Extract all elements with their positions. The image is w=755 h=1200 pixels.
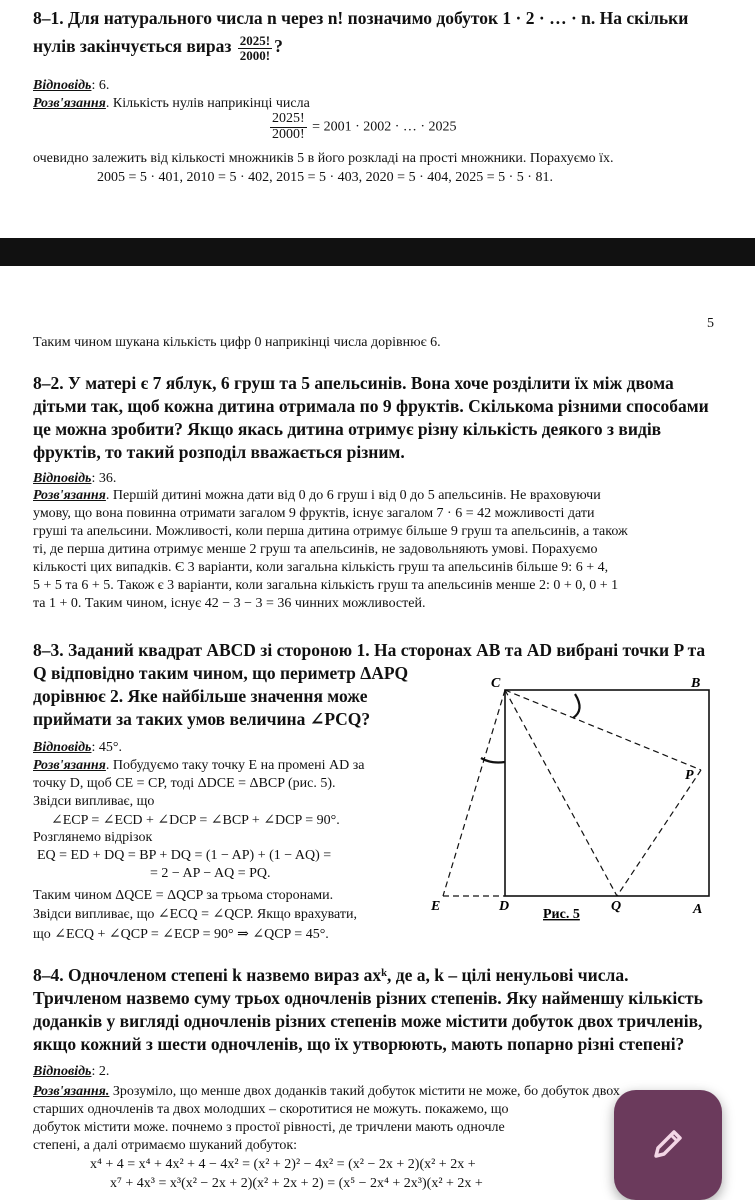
equation-fraction: [270, 112, 307, 142]
figure-caption: Рис. 5: [543, 907, 580, 922]
label-e: E: [431, 899, 441, 914]
problem-1-title: 8–1. Для натурального числа n через n! позначимо добуток 1 · 2 · … · n. На скільки: [33, 8, 689, 28]
solution-4-equation2: x⁷ + 4x³ = x³(x² − 2x + 2)(x² + 2x + 2) = (x⁵ − 2x⁴ + 2x³)(x² + 2x +: [110, 1176, 483, 1191]
solution-4-line3: добуток містити може. почнемо з простої рівності, де тричлени мають одночле: [33, 1120, 505, 1135]
question-mark: ?: [274, 36, 283, 57]
solution-label: Розв'язання: [33, 96, 106, 111]
solution-2-line4: ті, де перша дитина отримує менше 2 груш та апельсинів, не задовольняють умові. Порахуємо: [33, 542, 598, 557]
solution-3-line8: Таким чином ΔQCE = ΔQCP за трьома сторонами.: [33, 888, 334, 903]
label-c: C: [491, 676, 501, 691]
solution-label: Розв'язання: [33, 488, 106, 503]
solution-3-line2: точку D, щоб CE = CP, тоді ΔDCE = ΔBCP (рис. 5).: [33, 776, 336, 791]
solution-3-line5: Розглянемо відрізок: [33, 830, 153, 845]
edit-button[interactable]: [614, 1090, 722, 1200]
angle-mark-bcp: [573, 694, 580, 718]
equation-1: [268, 112, 457, 142]
label-a: A: [693, 902, 703, 917]
problem-3-line4: приймати за таких умов величина ∠PCQ?: [33, 709, 371, 729]
fraction-denominator: 2000!: [239, 47, 271, 63]
angle-mark-ecd: [481, 758, 505, 763]
solution-3-line3: Звідси випливає, що: [33, 794, 155, 809]
solution-3-line4: ∠ECP = ∠ECD + ∠DCP = ∠BCP + ∠DCP = 90°.: [51, 813, 340, 828]
problem-2-line1: 8–2. У матері є 7 яблук, 6 груш та 5 апельсинів. Вона хоче розділити їх між двома: [33, 373, 674, 393]
problem-3-line1: 8–3. Заданий квадрат ABCD зі стороною 1. На сторонах AB та AD вибрані точки P та: [33, 640, 706, 660]
segment-ce: [443, 690, 505, 896]
solution-4-line2: старших одночленів та двох молодших – скоротитися не можуть. покажемо, що: [33, 1102, 509, 1117]
figure-square-diagram: [425, 670, 725, 930]
solution-1-conclusion: Таким чином шукана кількість цифр 0 наприкінці числа дорівнює 6.: [33, 335, 441, 350]
problem-2-line4: фруктів, то такий розподіл вважається різним.: [33, 442, 405, 462]
answer-1: [33, 78, 109, 94]
answer-value: : 2.: [91, 1064, 110, 1079]
solution-text: . Кількість нулів наприкінці числа: [105, 96, 310, 111]
pencil-icon: [648, 1124, 688, 1164]
answer-label: Відповідь: [33, 471, 92, 486]
problem-1-title-text: нулів закінчується вираз: [33, 36, 232, 57]
solution-2-line6: 5 + 5 та 6 + 5. Також є 3 варіанти, коли загальна кількість груш та апельсинів менше 2: 0 + 0, 0 + 1: [33, 578, 619, 593]
solution-2-line7: та 1 + 0. Таким чином, існує 42 − 3 − 3 = 36 чинних можливостей.: [33, 596, 426, 611]
answer-2: [33, 471, 116, 487]
segment-pq: [617, 770, 701, 896]
solution-4-equation1: x⁴ + 4 = x⁴ + 4x² + 4 − 4x² = (x² + 2)² − 4x² = (x² − 2x + 2)(x² + 2x +: [90, 1157, 476, 1172]
label-p: P: [685, 768, 694, 783]
solution-3-line6: EQ = ED + DQ = BP + DQ = (1 − AP) + (1 − AQ) =: [37, 848, 332, 863]
solution-text: . Першій дитині можна дати від 0 до 6 груш і від 0 до 5 апельсинів. Не враховуючи: [105, 488, 601, 503]
segment-cq: [505, 690, 617, 896]
answer-4: [33, 1064, 109, 1080]
equation-denominator: 2000!: [272, 126, 305, 142]
solution-2-line5: кількості цих випадків. Є 3 варіанти, коли загальна кількість груш та апельсинів більше 9: 6 + 4,: [33, 560, 609, 575]
label-d: D: [499, 899, 510, 914]
problem-3-line3: дорівнює 2. Яке найбільше значення може: [33, 686, 368, 706]
solution-label: Розв'язання: [33, 758, 106, 773]
solution-text: . Побудуємо таку точку E на промені AD за: [105, 758, 365, 773]
problem-4-line3: доданків у вигляді одночленів різних степенів може містити добуток двох тричленів,: [33, 1011, 703, 1031]
fraction-numerator: 2025!: [239, 33, 271, 48]
square-abcd: [505, 690, 709, 896]
problem-1-title-line2: [33, 34, 283, 62]
page-top: [0, 0, 755, 238]
solution-1-line3: очевидно залежить від кількості множників 5 в його розкладі на прості множники. Порахуємо їх.: [33, 151, 614, 166]
answer-value: : 36.: [91, 471, 117, 486]
problem-4-line1: 8–4. Одночленом степені k назвемо вираз axᵏ, де a, k – цілі ненульові числа.: [33, 965, 629, 985]
solution-3-line7: = 2 − AP − AQ = PQ.: [150, 866, 271, 881]
problem-3-line2: Q відповідно таким чином, що периметр ΔAPQ: [33, 663, 409, 683]
fraction: [238, 34, 272, 62]
problem-4-line2: Тричленом назвемо суму трьох одночленів різних степенів. Яку найменшу кількість: [33, 988, 703, 1008]
label-q: Q: [611, 899, 622, 914]
answer-label: Відповідь: [33, 740, 92, 755]
problem-2-line2: дітьми так, щоб кожна дитина отримала по 9 фруктів. Скількома різними способами: [33, 396, 709, 416]
answer-label: Відповідь: [33, 1064, 92, 1079]
solution-text: Зрозуміло, що менше двох доданків такий добуток містити не може, бо добуток двох: [109, 1084, 620, 1099]
solution-label: Розв'язання.: [33, 1084, 110, 1099]
solution-1-line4: 2005 = 5 · 401, 2010 = 5 · 402, 2015 = 5 · 403, 2020 = 5 · 404, 2025 = 5 · 5 · 81.: [97, 170, 553, 185]
solution-2-line2: умову, що вона повинна отримати загалом 9 фруктів, існує загалом 7 · 6 = 42 можливості дати: [33, 506, 595, 521]
solution-2-line1: [33, 488, 601, 504]
answer-label: Відповідь: [33, 78, 92, 93]
label-b: B: [691, 676, 701, 691]
solution-4-line1: [33, 1084, 620, 1100]
answer-value: : 45°.: [91, 740, 122, 755]
problem-4-line4: якщо кожний з шести одночленів, що їх утворюють, мають попарно різні степені?: [33, 1034, 685, 1054]
segment-cp: [505, 690, 701, 770]
page-separator: [0, 238, 755, 266]
solution-3-line1: [33, 758, 364, 774]
equation-numerator: 2025!: [272, 111, 305, 126]
page-number: 5: [707, 316, 714, 331]
solution-2-line3: груші та апельсини. Можливості, коли перша дитина отримує більше 9 груш та апельсинів, а також: [33, 524, 628, 539]
problem-2-line3: це можна зробити? Якщо якась дитина отримує різну кількість деякого з видів: [33, 419, 662, 439]
solution-3-line9: Звідси випливає, що ∠ECQ = ∠QCP. Якщо врахувати,: [33, 907, 357, 922]
solution-1-line1: [33, 96, 310, 112]
solution-3-line10: що ∠ECQ + ∠QCP = ∠ECP = 90° ⇒ ∠QCP = 45°.: [33, 927, 329, 942]
equation-rhs: = 2001 · 2002 · … · 2025: [312, 119, 457, 135]
solution-4-line4: степені, а далі отримаємо шуканий добуток:: [33, 1138, 298, 1153]
answer-3: [33, 740, 122, 756]
answer-value: : 6.: [91, 78, 110, 93]
